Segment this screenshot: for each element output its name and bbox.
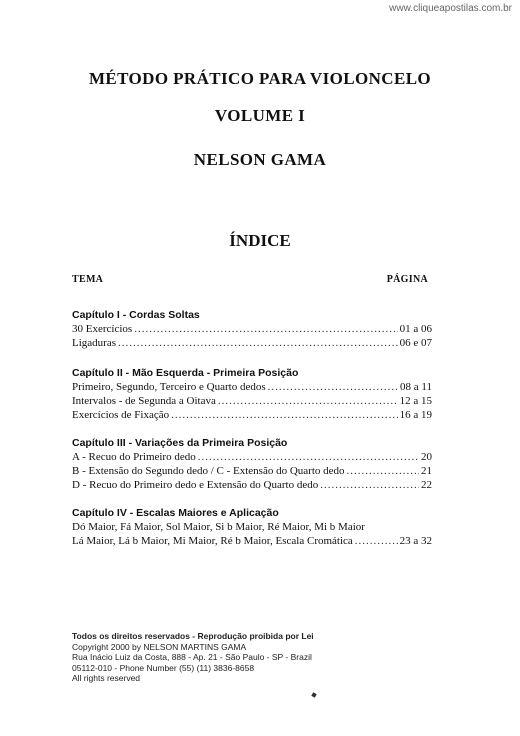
leader-dots	[320, 478, 419, 492]
leader-dots	[118, 336, 398, 350]
scan-speck	[311, 692, 316, 697]
toc-entry[interactable]	[72, 408, 432, 422]
toc-entry[interactable]	[72, 380, 432, 394]
chapter-title: Capítulo III - Variações da Primeira Posição	[72, 437, 288, 449]
toc-entry[interactable]	[72, 450, 432, 464]
toc-entry[interactable]	[72, 534, 432, 548]
entry-pages: 08 a 11	[400, 381, 432, 393]
address-line: Rua Inácio Luiz da Costa, 888 - Ap. 21 - São Paulo - SP - Brazil	[72, 652, 312, 662]
toc-entry[interactable]	[72, 464, 432, 478]
leader-dots	[198, 450, 419, 464]
entry-label: Ligaduras	[72, 337, 116, 349]
leader-dots	[218, 394, 398, 408]
index-heading: ÍNDICE	[229, 231, 291, 250]
column-pagina: PÁGINA	[386, 274, 428, 285]
phone-line: 05112-010 - Phone Number (55) (11) 3836-8658	[72, 662, 255, 673]
leader-dots	[171, 408, 397, 422]
leader-dots	[347, 464, 419, 478]
entry-pages: 23 a 32	[399, 535, 432, 547]
book-title: MÉTODO PRÁTICO PARA VIOLONCELO	[88, 69, 432, 88]
leader-dots	[268, 380, 398, 394]
chapter-title: Capítulo IV - Escalas Maiores e Aplicação	[72, 507, 279, 519]
entry-label: D - Recuo do Primeiro dedo e Extensão do Quarto dedo	[72, 479, 319, 491]
chapter-3	[72, 436, 432, 492]
entry-label: Intervalos - de Segunda a Oitava	[72, 395, 216, 407]
toc-entry[interactable]	[72, 322, 432, 336]
toc-entry[interactable]	[72, 394, 432, 408]
all-rights-line: All rights reserved	[72, 673, 141, 683]
rights-notice: Todos os direitos reservados - Reprodução proibida por Lei	[72, 631, 314, 641]
column-tema: TEMA	[72, 274, 104, 285]
scale-list-line: Dó Maior, Fá Maior, Sol Maior, Si b Maior, Ré Maior, Mi b Maior	[72, 521, 365, 533]
copyright-line: Copyright 2000 by NELSON MARTINS GAMA	[72, 641, 247, 652]
entry-pages: 20	[421, 451, 432, 463]
entry-label: A - Recuo do Primeiro dedo	[72, 451, 196, 463]
chapter-1	[72, 308, 432, 350]
watermark: www.cliqueapostilas.com.br	[389, 3, 512, 14]
chapter-2	[72, 366, 432, 422]
copyright-footer	[72, 631, 314, 684]
entry-pages: 21	[421, 465, 432, 477]
toc-entry[interactable]	[72, 478, 432, 492]
chapter-title: Capítulo II - Mão Esquerda - Primeira Posição	[72, 367, 299, 379]
chapter-title: Capítulo I - Cordas Soltas	[72, 309, 200, 321]
leader-dots	[134, 322, 397, 336]
volume-title: VOLUME I	[214, 106, 306, 125]
entry-pages: 06 e 07	[399, 337, 432, 349]
chapter-4	[72, 506, 432, 548]
entry-pages: 16 a 19	[399, 409, 432, 421]
entry-pages: 22	[421, 479, 432, 491]
toc-entry[interactable]	[72, 336, 432, 350]
author-name: NELSON GAMA	[193, 150, 327, 169]
entry-label: B - Extensão do Segundo dedo / C - Extensão do Quarto dedo	[72, 465, 345, 477]
entry-pages: 01 a 06	[399, 323, 432, 335]
leader-dots	[355, 534, 398, 548]
entry-label: Exercícios de Fixação	[72, 409, 170, 421]
entry-label: Primeiro, Segundo, Terceiro e Quarto dedos	[72, 381, 266, 393]
entry-label: 30 Exercícios	[72, 323, 133, 335]
entry-pages: 12 a 15	[399, 395, 432, 407]
entry-label: Lá Maior, Lá b Maior, Mi Maior, Ré b Maior, Escala Cromática	[72, 535, 353, 547]
